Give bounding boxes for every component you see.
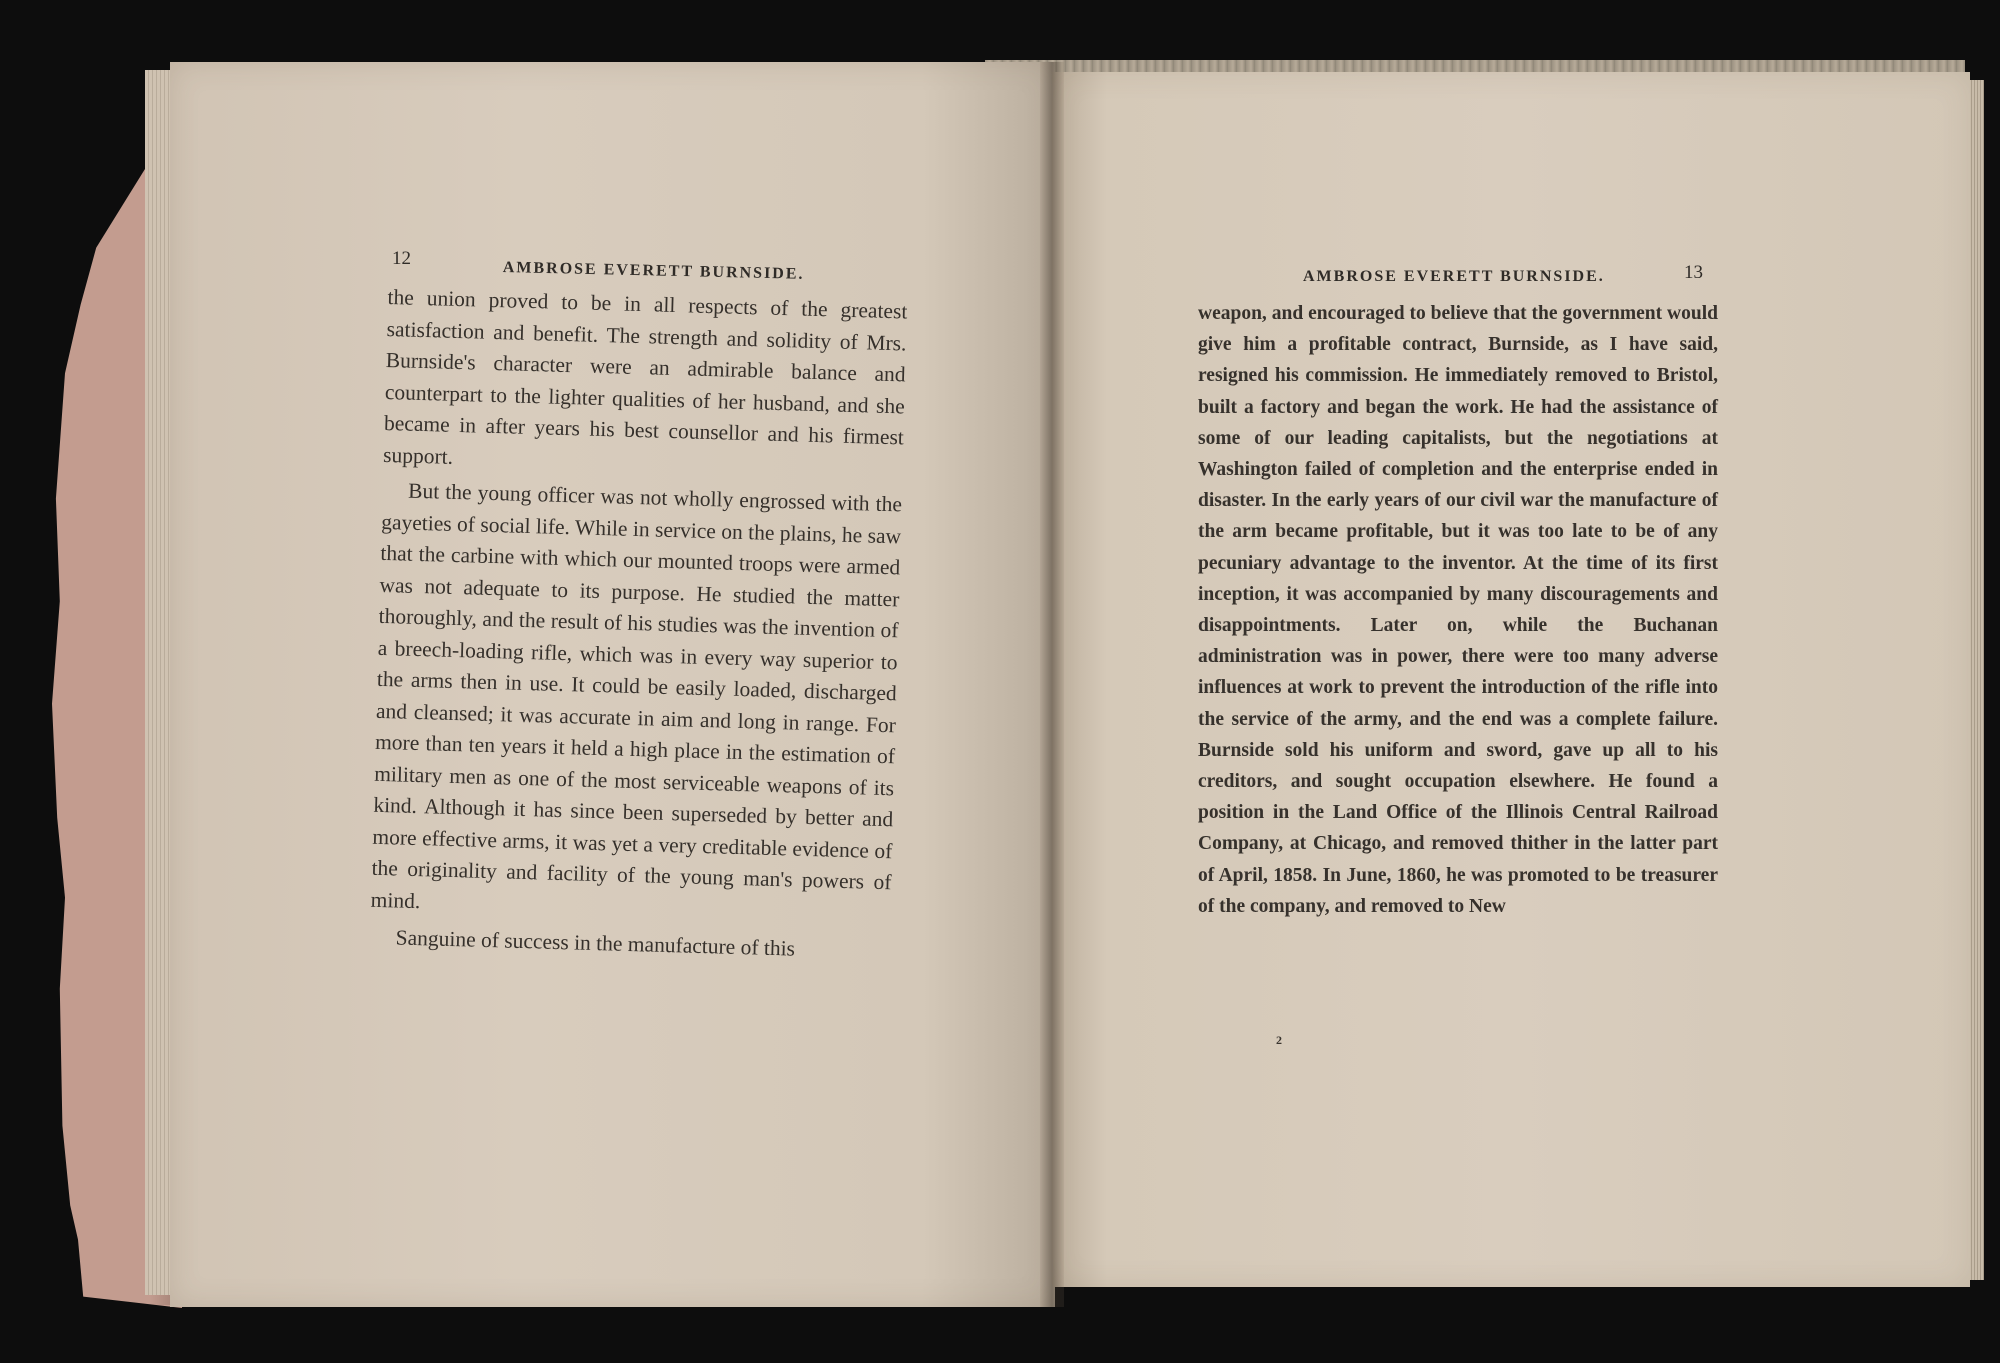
paragraph: But the young officer was not wholly engrossed with the gayeties of social life. While in service on the plains, he saw that the carbine with which our mounted troops were armed was not adequate to its purpose. He studied the matter thoroughly, and the result of his studies was the invention of a breech-loading rifle, which was in every way superior to the arms then in use. It could be easily loaded, discharged and cleansed; it was accurate in aim and long in range. For more than ten years it held a high place in the estimation of military men as one of the most serviceable weapons of its kind. Although it has since been superseded by better and more effective arms, it was yet a very creditable evidence of the originality and facility of the young man's powers of mind.	[370, 478, 903, 913]
page-number: 13	[1684, 262, 1703, 283]
signature-mark: 2	[1276, 1033, 1282, 1047]
left-page	[170, 62, 1055, 1307]
book-gutter	[1040, 62, 1064, 1307]
right-page	[1052, 72, 1970, 1287]
paragraph: the union proved to be in all respects of the greatest satisfaction and benefit. The strength and solidity of Mrs. Burnside's character were an admirable balance and counterpart to the lighter qualities of her husband, and she became in after years his best counsellor and his firmest support.	[382, 284, 908, 469]
page-number: 12	[392, 248, 411, 269]
page-body	[1198, 298, 1718, 922]
running-header: AMBROSE EVERETT BURNSIDE.	[1303, 268, 1605, 285]
paragraph: Sanguine of success in the manufacture of this	[395, 925, 796, 961]
page-body	[369, 282, 908, 968]
paragraph: weapon, and encouraged to believe that the government would give him a profitable contract, Burnside, as I have said, resigned his commission. He immediately removed to Bristol, built a factory and began the work. He had the assistance of some of our leading capitalists, but the negotiations at Washington failed of completion and the enterprise ended in disaster. In the early years of our civil war the manufacture of the arm became profitable, but it was too late to be of any pecuniary advantage to the inventor. At the time of its first inception, it was accompanied by many discouragements and disappointments. Later on, while the Buchanan administration was in power, there were too many adverse influences at work to prevent the introduction of the rifle into the service of the army, and the end was a complete failure. Burnside sold his uniform and sword, gave up all to his creditors, and sought occupation elsewhere. He found a position in the Land Office of the Illinois Central Railroad Company, at Chicago, and removed thither in the latter part of April, 1858. In June, 1860, he was promoted to be treasurer of the company, and removed to New	[1198, 303, 1718, 917]
running-header: AMBROSE EVERETT BURNSIDE.	[502, 259, 805, 283]
